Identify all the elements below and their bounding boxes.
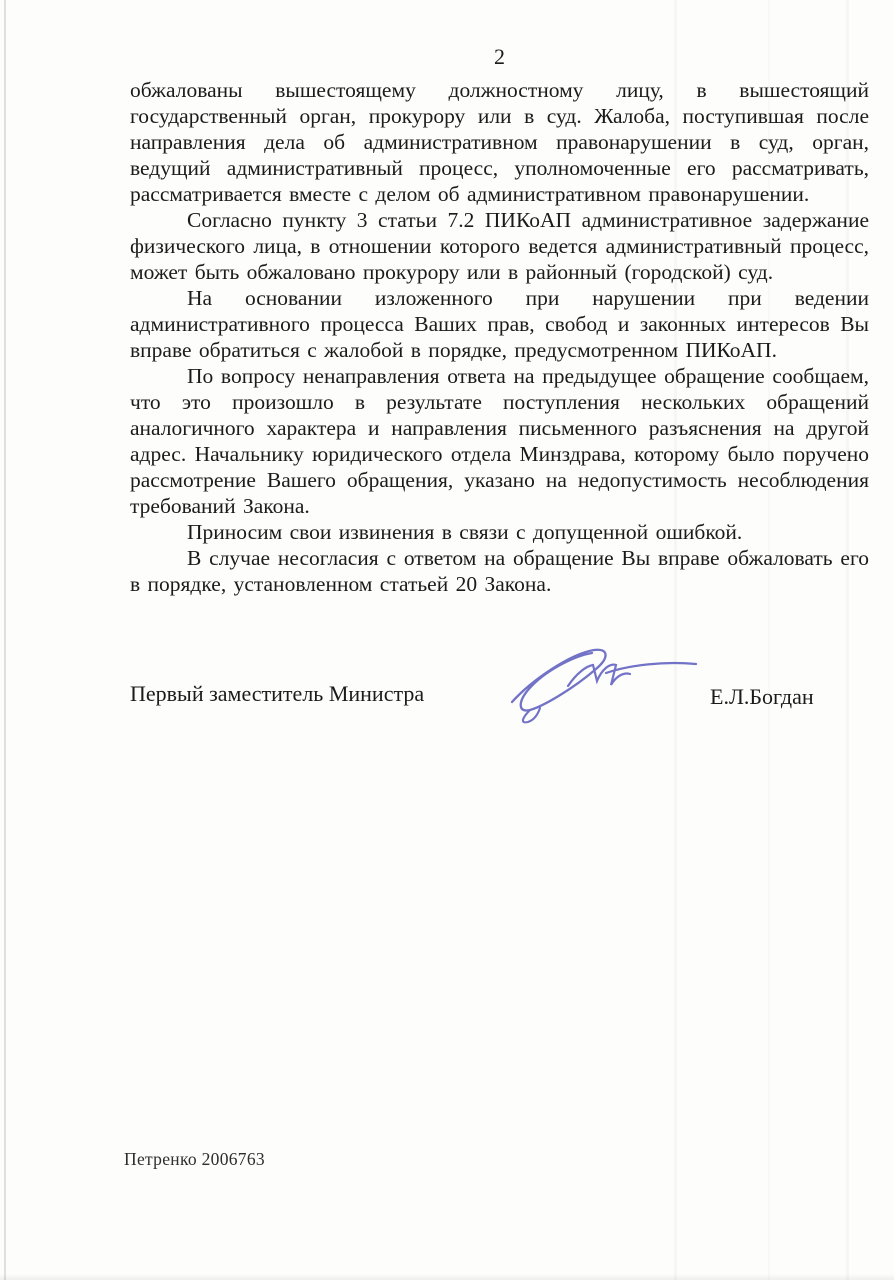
letter-body	[130, 77, 869, 597]
paragraph-4: По вопросу ненаправления ответа на предыдущее обращение сообщаем, что это произошло в результате поступления нескольких обращений аналогичного характера и направления письменного разъяснения на другой адрес. Начальнику юридического отдела Минздрава, которому было поручено рассмотрение Вашего обращения, указано на недопустимость несоблюдения требований Закона.	[130, 364, 869, 518]
page-number: 2	[494, 44, 506, 69]
paragraph-5: Приносим свои извинения в связи с допущенной ошибкой.	[187, 520, 743, 544]
signatory-title: Первый заместитель Министра	[130, 681, 425, 706]
scan-bottom-shadow	[0, 1274, 894, 1280]
paragraph-2: Согласно пункту 3 статьи 7.2 ПИКоАП административное задержание физического лица, в отношении которого ведется административный процесс, может быть обжаловано прокурору или в районный (городской) суд.	[130, 208, 869, 284]
paragraph-3: На основании изложенного при нарушении при ведении административного процесса Ваших прав, свобод и законных интересов Вы вправе обратиться с жалобой в порядке, предусмотренном ПИКоАП.	[130, 286, 869, 362]
paragraph-1: обжалованы вышестоящему должностному лицу, в вышестоящий государственный орган, прокурору или в суд. Жалоба, поступившая после направления дела об административном правонарушении в суд, орган, ведущий административный процесс, уполномоченные его рассматривать, рассматривается вместе с делом об административном правонарушении.	[130, 78, 869, 206]
signature-stroke	[606, 663, 696, 673]
signatory-name: Е.Л.Богдан	[710, 684, 814, 709]
scan-left-edge-line	[4, 0, 6, 1280]
signature-stroke	[512, 650, 606, 711]
executor-reference: Петренко 2006763	[124, 1149, 265, 1169]
handwritten-signature-icon	[498, 640, 702, 728]
paragraph-6: В случае несогласия с ответом на обращение Вы вправе обжаловать его в порядке, установленном статьей 20 Закона.	[130, 546, 869, 596]
